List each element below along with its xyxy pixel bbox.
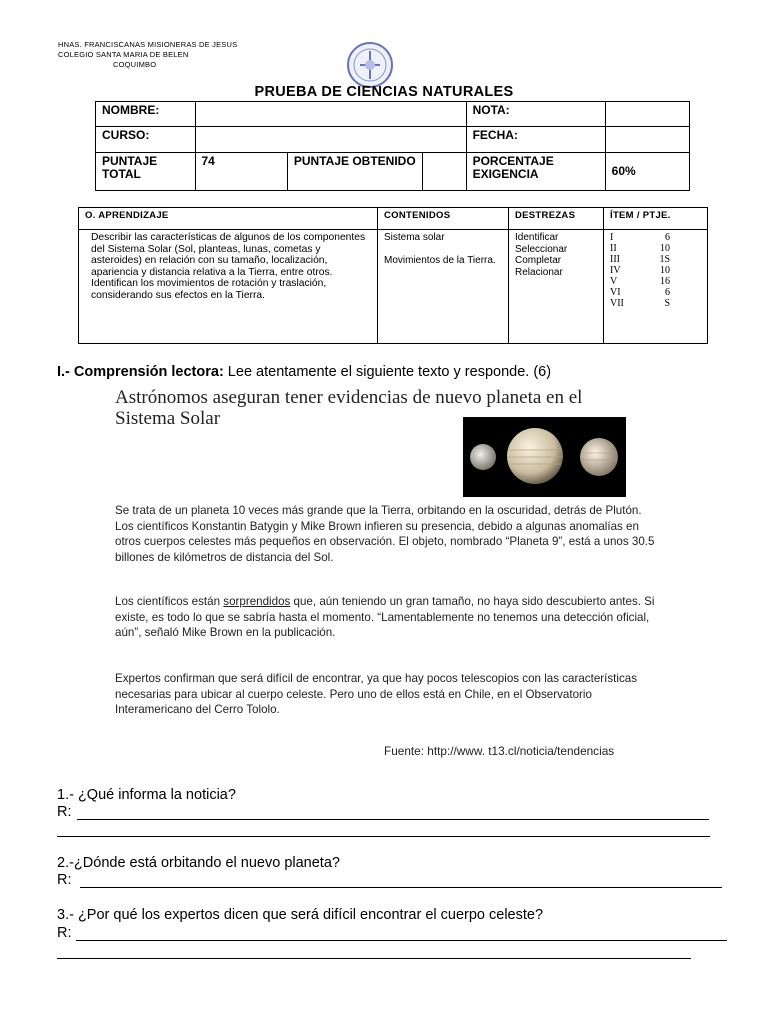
header-items: ÍTEM / PTJE.: [604, 208, 708, 230]
answer-label-2: R:: [57, 872, 72, 888]
student-info-table: [95, 101, 690, 191]
curso-field[interactable]: [195, 127, 466, 153]
article-paragraph-1: Se trata de un planeta 10 veces más grande que la Tierra, orbitando en la oscuridad, detrás de Plutón. Los científicos Konstantin Batygin y Mike Brown infieren su presencia, debido a algunas anomalías en otros cuerpos celestes más pequeños en observación. El objeto, nombrado “Planeta 9”, está a unos 30.5 billones de kilómetros de distancia del Sol.: [115, 504, 655, 564]
item-number: IV: [610, 265, 621, 276]
item-number: V: [610, 276, 618, 287]
article-source: Fuente: http://www. t13.cl/noticia/tendencias: [384, 744, 615, 758]
article-paragraph-2: [115, 594, 660, 641]
skills-cell: [509, 230, 604, 344]
header-skills: DESTREZAS: [509, 208, 604, 230]
items-cell: [604, 230, 708, 344]
objective-text: Describir las características de algunos de los componentes del Sistema Solar (Sol, planteas, lunas, cometas y asteroides) en relación con su tamaño, localización, apariencia y distancia relativa a la Tierra, entre otros.: [91, 232, 366, 278]
school-header: [58, 40, 237, 70]
skill: Identificar: [515, 232, 559, 243]
article-headline: Astrónomos aseguran tener evidencias de nuevo planeta en el Sistema Solar: [115, 387, 583, 429]
item-row: [610, 265, 670, 276]
content-2: Movimientos de la Tierra.: [384, 254, 496, 266]
p2-after: que, aún teniendo un gran tamaño, no haya sido descubierto antes. Si existe, es todo lo que se sabría hasta el momento. “Lamentablemente no tenemos una detección oficial, aún”, señaló Mike Brown en la publicación.: [115, 595, 655, 639]
nota-label: NOTA:: [466, 102, 605, 127]
header-contents: CONTENIDOS: [378, 208, 509, 230]
fecha-label: FECHA:: [466, 127, 605, 153]
item-row: [610, 243, 670, 254]
porcentaje-value: 60%: [605, 153, 689, 191]
puntaje-obtenido-label: PUNTAJE OBTENIDO: [287, 153, 422, 191]
school-logo-icon: [346, 41, 394, 89]
answer-label-1: R:: [57, 804, 72, 820]
header-objective: O. APRENDIZAJE: [79, 208, 378, 230]
answer-line-1a[interactable]: [77, 819, 709, 820]
puntaje-obtenido-field[interactable]: [422, 153, 466, 191]
answer-line-1b[interactable]: [57, 836, 710, 837]
objective-cell: [79, 230, 378, 344]
question-3: 3.- ¿Por qué los expertos dicen que será difícil encontrar el cuerpo celeste?: [57, 907, 544, 923]
content-1: Sistema solar: [384, 232, 445, 243]
answer-line-3a[interactable]: [76, 940, 727, 941]
item-number: III: [610, 254, 620, 265]
school-line-2: COLEGIO SANTA MARIA DE BELEN: [58, 50, 189, 59]
item-number: VI: [610, 287, 621, 298]
section-instruction: Lee atentamente el siguiente texto y responde. (6): [223, 364, 552, 380]
answer-line-3b[interactable]: [57, 958, 691, 959]
p2-underlined: sorprendidos: [223, 595, 291, 608]
item-number: I: [610, 232, 614, 243]
puntaje-total-value: 74: [195, 153, 287, 191]
porcentaje-label: PORCENTAJE EXIGENCIA: [466, 153, 605, 191]
item-points: 16: [660, 276, 670, 287]
nombre-label: NOMBRE:: [96, 102, 196, 127]
puntaje-total-label: PUNTAJE TOTAL: [96, 153, 196, 191]
contents-cell: [378, 230, 509, 344]
question-1: 1.- ¿Qué informa la noticia?: [57, 787, 236, 803]
item-points: 6: [665, 287, 670, 298]
skill: Seleccionar: [515, 243, 568, 255]
item-points: 10: [660, 243, 670, 254]
item-points: 6: [665, 232, 670, 243]
item-points: 1S: [659, 254, 670, 265]
nota-field[interactable]: [605, 102, 689, 127]
item-row: [610, 298, 670, 309]
item-row: [610, 254, 670, 265]
school-line-3: COQUIMBO: [113, 60, 157, 69]
item-number: II: [610, 243, 617, 254]
question-2: 2.-¿Dónde está orbitando el nuevo planeta?: [57, 855, 340, 871]
objectives-table: [78, 207, 708, 344]
skill: Relacionar: [515, 266, 563, 278]
item-points: S: [664, 298, 670, 309]
page-title: PRUEBA DE CIENCIAS NATURALES: [254, 84, 514, 100]
answer-line-2[interactable]: [80, 887, 722, 888]
planets-image-icon: [463, 417, 626, 497]
curso-label: CURSO:: [96, 127, 196, 153]
school-line-1: HNAS. FRANCISCANAS MISIONERAS DE JESUS: [58, 40, 238, 49]
item-row: [610, 287, 670, 298]
item-row: [610, 232, 670, 243]
section-label: I.- Comprensión lectora:: [57, 364, 224, 380]
item-points: 10: [660, 265, 670, 276]
item-number: VII: [610, 298, 624, 309]
p2-before: Los científicos están: [115, 595, 224, 608]
fecha-field[interactable]: [605, 127, 689, 153]
article-paragraph-3: Expertos confirman que será difícil de encontrar, ya que hay pocos telescopios con las características necesarias para ubicar al cuerpo celeste. Pero uno de ellos está en Chile, en el Observatorio Interamericano del Cerro Tololo.: [115, 672, 637, 716]
answer-label-3: R:: [57, 925, 72, 941]
objective-text-2: Identifican los movimientos de rotación y traslación, considerando sus efectos en la Tierra.: [91, 278, 327, 301]
skill: Completar: [515, 255, 562, 266]
item-row: [610, 276, 670, 287]
section-heading: [57, 364, 551, 380]
nombre-field[interactable]: [195, 102, 466, 127]
